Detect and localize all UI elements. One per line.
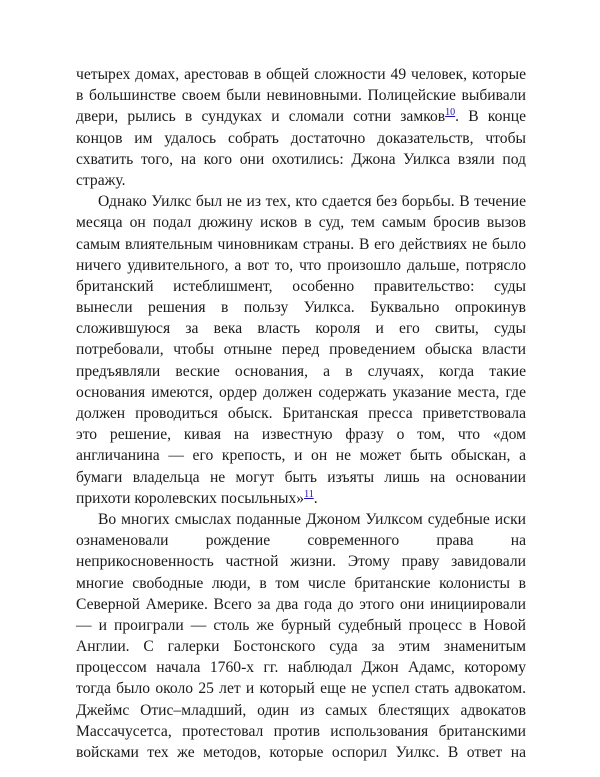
- text-line: это решение, кивая на известную фразу о том, что «дом: [76, 426, 526, 444]
- text-line: потребовали, чтобы отныне перед проведением обыска власти: [76, 341, 526, 359]
- paragraph: [76, 509, 526, 763]
- text-line: Джеймс Отис–младший, один из самых блестящих адвокатов: [76, 701, 526, 719]
- text-line: — и проиграли — столь же бурный судебный процесс в Новой: [76, 616, 526, 634]
- text-line: должен проводиться обыск. Британская пресса приветствовала: [76, 405, 526, 422]
- text-segment: .: [313, 489, 318, 507]
- text-line: концов им удалось собрать достаточно доказательств, чтобы: [76, 129, 526, 147]
- text-line: [76, 488, 526, 509]
- text-segment: прихоти королевских посыльных»: [76, 489, 305, 507]
- footnote-link[interactable]: 11: [304, 488, 314, 500]
- text-line: в большинстве своем были невиновными. Полицейские выбивали: [76, 87, 526, 105]
- text-line: самым влиятельным чиновникам страны. В его действиях не было: [76, 235, 526, 253]
- text-line: вынесли решения в пользу Уилкса. Буквально опрокинув: [76, 299, 526, 317]
- text-line: бумаги владельца не могут быть изъяты лишь на основании: [76, 468, 526, 486]
- text-line: основания имеются, ордер должен содержать указание места, где: [76, 383, 526, 401]
- text-line: тогда было около 25 лет и который еще не успел стать адвокатом.: [76, 680, 526, 698]
- text-line: многие свободные люди, в том числе британские колонисты в: [76, 574, 526, 592]
- text-line: предъявляли веские основания, а в случаях, когда такие: [76, 362, 526, 380]
- footnote-link[interactable]: 10: [445, 107, 456, 119]
- text-line: ничего удивительного, а вот то, что произошло дальше, потрясло: [76, 256, 526, 274]
- text-line: процессом начала 1760-х гг. наблюдал Джон Адамс, которому: [76, 659, 526, 677]
- text-line: англичанина — его крепость, и он не может быть обыскан, а: [76, 447, 526, 465]
- text-line: ознаменовали рождение современного права на: [76, 532, 526, 550]
- text-line: схватить того, на кого они охотились: Джона Уилкса взяли под: [76, 150, 526, 168]
- text-line: Однако Уилкс был не из тех, кто сдается без борьбы. В течение: [98, 193, 526, 211]
- text-line: месяца он подал дюжину исков в суд, тем самым бросив вызов: [76, 214, 526, 232]
- text-segment: двери, рылись в сундуках и сломали сотни замков: [76, 108, 446, 126]
- document-page: [76, 64, 526, 763]
- text-segment: . В конце: [455, 108, 526, 126]
- text-line: четырех домах, арестовав в общей сложности 49 человек, которые: [76, 66, 526, 83]
- text-line: стражу.: [76, 171, 126, 189]
- text-line: Массачусетса, протестовал против использования британскими: [76, 722, 526, 740]
- text-line: Англии. С галерки Бостонского суда за этим знаменитым: [76, 638, 526, 656]
- text-line: [76, 106, 526, 127]
- text-line: британский истеблишмент, особенно правительство: суды: [76, 277, 526, 295]
- text-line: Во многих смыслах поданные Джоном Уилксом судебные иски: [98, 510, 526, 528]
- paragraph: [76, 191, 526, 509]
- text-line: сложившуюся за века власть короля и его свиты, суды: [76, 320, 526, 338]
- text-line: Северной Америке. Всего за два года до этого они инициировали: [76, 595, 526, 613]
- text-line: войсками тех же методов, которые оспорил Уилкс. В ответ на: [76, 744, 526, 761]
- text-line: неприкосновенность частной жизни. Этому праву завидовали: [76, 553, 526, 571]
- paragraph: [76, 64, 526, 191]
